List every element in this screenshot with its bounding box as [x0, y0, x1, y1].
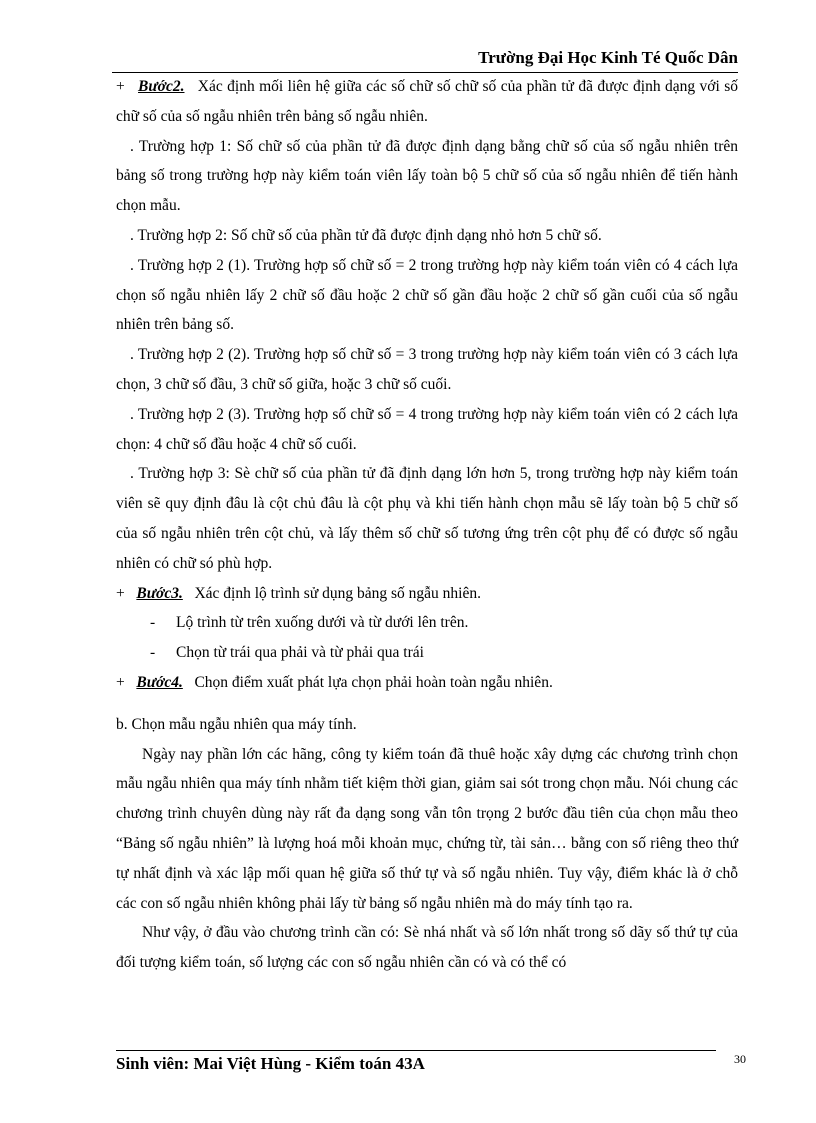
- step3-paragraph: [116, 579, 738, 609]
- footer-divider: [116, 1050, 716, 1051]
- university-name: Trường Đại Học Kinh Té Quốc Dân: [478, 48, 738, 67]
- step4-text: Chọn điểm xuất phát lựa chọn phải hoàn toàn ngẫu nhiên.: [194, 673, 553, 691]
- footer-student: Sinh viên: Mai Việt Hùng - Kiểm toán 43A: [116, 1054, 425, 1073]
- page-header: [112, 46, 738, 73]
- case-2-paragraph: . Trường hợp 2: Số chữ số của phần tử đã được định dạng nhỏ hơn 5 chữ số.: [130, 226, 602, 244]
- case-2-1-paragraph: . Trường hợp 2 (1). Trường hợp số chữ số = 2 trong trường hợp này kiểm toán viên có 4 cách lựa chọn số ngẫu nhiên lấy 2 chữ số đầu hoặc 2 chữ số gần đầu hoặc 2 chữ số gần cuối của số ngẫu nhiên trên bảng số.: [116, 256, 738, 334]
- case-1-paragraph: . Trường hợp 1: Số chữ số của phần tử đã được định dạng bằng chữ số của số ngẫu nhiên trên bảng số trong trường hợp này kiểm toán viên lấy toàn bộ 5 chữ số của số ngẫu nhiên để tiến hành chọn mẫu.: [116, 137, 738, 215]
- step2-label: Bước2.: [138, 78, 185, 95]
- step2-text: Xác định mối liên hệ giữa các số chữ số chữ số của phần tử đã được định dạng với số chữ số của số ngẫu nhiên trên bảng số ngẫu nhiên.: [116, 78, 739, 125]
- page-content: [116, 72, 738, 978]
- case-2-2-paragraph: . Trường hợp 2 (2). Trường hợp số chữ số = 3 trong trường hợp này kiểm toán viên có 3 cách lựa chọn, 3 chữ số đầu, 3 chữ số giữa, hoặc 3 chữ số cuối.: [116, 346, 738, 393]
- case-3-paragraph: . Trường hợp 3: Sè chữ số của phần tử đã định dạng lớn hơn 5, trong trường hợp này kiểm toán viên sẽ quy định đâu là cột chủ đâu là cột phụ và khi tiến hành chọn mẫu sẽ lấy toàn bộ 5 chữ số của số ngẫu nhiên trên cột chủ, và lấy thêm số chữ số tương ứng trên cột phụ để có được số ngẫu nhiên có chữ só phù hợp.: [116, 465, 738, 572]
- section-b-heading: b. Chọn mẫu ngẫu nhiên qua máy tính.: [116, 715, 357, 733]
- step2-paragraph: [116, 72, 738, 132]
- case-2-3-paragraph: . Trường hợp 2 (3). Trường hợp số chữ số = 4 trong trường hợp này kiểm toán viên có 2 cách lựa chọn: 4 chữ số đầu hoặc 4 chữ số cuối.: [116, 405, 738, 453]
- body-paragraph-1: Ngày nay phần lớn các hãng, công ty kiểm toán đã thuê hoặc xây dựng các chương trình chọn mẫu ngẫu nhiên qua máy tính nhằm tiết kiệm thời gian, giảm sai sót trong chọn mẫu. Nói chung các chương trình chuyên dùng này rất đa dạng song vẫn tôn trọng 2 bước đầu tiên của chọn mẫu theo “Bảng số ngẫu nhiên” là lượng hoá mỗi khoản mục, chứng từ, tài sản… bằng con số riêng theo thứ tự nhất định và xác lập mối quan hệ giữa số thứ tự và số ngẫu nhiên. Tuy vậy, điểm khác là ở chỗ các con số ngẫu nhiên không phải lấy từ bảng số ngẫu nhiên mà do máy tính tạo ra.: [116, 745, 738, 912]
- body-paragraph-2: Như vậy, ở đầu vào chương trình cần có: Sè nhá nhất và số lớn nhất trong số dãy số thứ tự của đối tượng kiểm toán, số lượng các con số ngẫu nhiên cần có và có thể có: [116, 924, 738, 972]
- page-number: 30: [734, 1052, 746, 1066]
- step3-list-item: - Lộ trình từ trên xuống dưới và từ dưới lên trên.: [150, 614, 469, 632]
- step3-label: Bước3.: [136, 584, 183, 602]
- step4-prefix: +: [116, 673, 125, 691]
- step4-paragraph: [116, 668, 738, 698]
- step3-item-text: Chọn từ trái qua phải và từ phải qua trái: [176, 644, 424, 662]
- step2-prefix: +: [116, 78, 125, 95]
- step3-text: Xác định lộ trình sử dụng bảng số ngẫu nhiên.: [194, 584, 481, 602]
- step3-prefix: +: [116, 584, 125, 602]
- step3-list-item: - Chọn từ trái qua phải và từ phải qua trái: [150, 644, 424, 662]
- step3-item-text: Lộ trình từ trên xuống dưới và từ dưới lên trên.: [176, 614, 469, 632]
- step4-label: Bước4.: [136, 673, 183, 691]
